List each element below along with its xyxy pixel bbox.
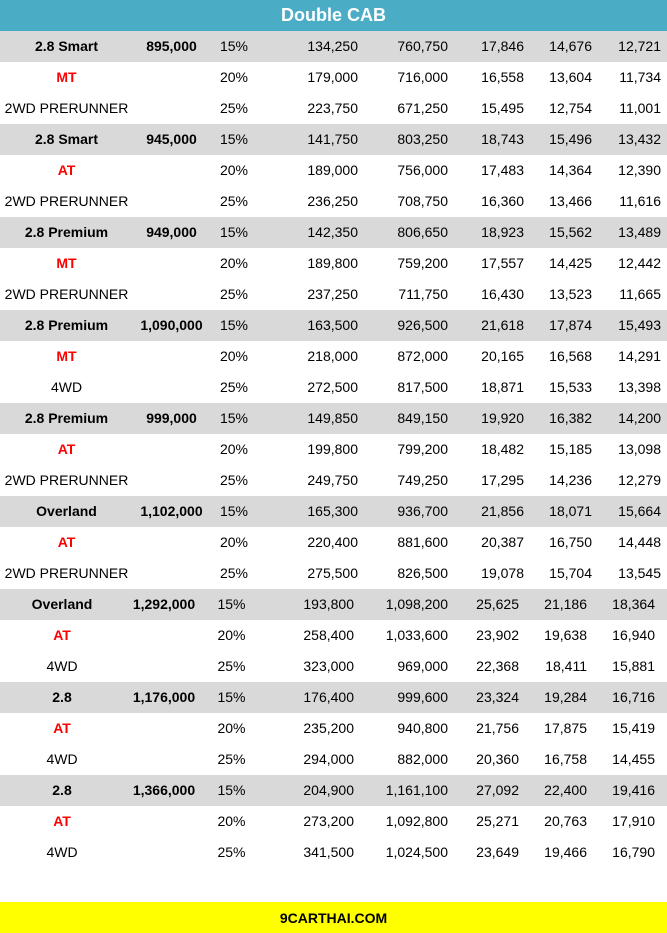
down-payment-amount: 189,800 [307, 255, 358, 271]
table-row [0, 589, 667, 620]
installment-72: 15,419 [612, 720, 655, 736]
transmission-type: AT [53, 813, 71, 829]
down-payment-amount: 141,750 [307, 131, 358, 147]
finance-amount: 759,200 [397, 255, 448, 271]
table-row [0, 155, 667, 186]
down-payment-amount: 204,900 [303, 782, 354, 798]
installment-72: 11,001 [619, 100, 661, 116]
installment-72: 16,716 [612, 689, 655, 705]
installment-72: 12,390 [618, 162, 661, 178]
vehicle-price: 895,000 [146, 38, 197, 54]
installment-48: 19,078 [481, 565, 524, 581]
model-group [0, 682, 667, 775]
finance-amount: 882,000 [397, 751, 448, 767]
drive-type: 4WD [50, 379, 83, 395]
down-payment-amount: 249,750 [307, 472, 358, 488]
installment-48: 22,368 [476, 658, 519, 674]
installment-60: 18,071 [549, 503, 592, 519]
transmission-type: MT [56, 255, 77, 271]
vehicle-price: 945,000 [146, 131, 197, 147]
installment-72: 12,442 [618, 255, 661, 271]
installment-72: 12,279 [618, 472, 661, 488]
down-payment-percent: 20% [219, 441, 249, 457]
installment-72: 15,493 [618, 317, 661, 333]
finance-amount: 1,098,200 [385, 596, 448, 612]
installment-60: 15,496 [549, 131, 592, 147]
drive-type: 2WD PRERUNNER [4, 286, 129, 302]
installment-72: 16,940 [612, 627, 655, 643]
installment-60: 18,411 [545, 658, 587, 674]
down-payment-amount: 193,800 [303, 596, 354, 612]
installment-72: 19,416 [612, 782, 655, 798]
model-name: 2.8 Premium [24, 410, 109, 426]
model-name: 2.8 Smart [34, 131, 99, 147]
down-payment-percent: 25% [219, 379, 249, 395]
installment-48: 18,923 [481, 224, 524, 240]
down-payment-percent: 15% [219, 224, 249, 240]
site-footer: 9CARTHAI.COM [0, 902, 667, 933]
table-row [0, 93, 667, 124]
installment-48: 18,871 [481, 379, 524, 395]
down-payment-amount: 275,500 [307, 565, 358, 581]
down-payment-percent: 15% [219, 503, 249, 519]
installment-48: 27,092 [476, 782, 519, 798]
down-payment-amount: 294,000 [303, 751, 354, 767]
down-payment-amount: 199,800 [307, 441, 358, 457]
installment-48: 18,743 [481, 131, 524, 147]
installment-60: 15,704 [549, 565, 592, 581]
installment-48: 23,902 [476, 627, 519, 643]
installment-72: 16,790 [612, 844, 655, 860]
down-payment-amount: 223,750 [307, 100, 358, 116]
finance-amount: 881,600 [397, 534, 448, 550]
down-payment-percent: 20% [217, 720, 246, 736]
finance-amount: 849,150 [397, 410, 448, 426]
finance-amount: 756,000 [397, 162, 448, 178]
installment-72: 14,455 [612, 751, 655, 767]
down-payment-percent: 15% [217, 596, 246, 612]
installment-48: 21,856 [481, 503, 524, 519]
down-payment-amount: 179,000 [307, 69, 358, 85]
table-row [0, 248, 667, 279]
finance-amount: 1,024,500 [385, 844, 448, 860]
installment-60: 14,364 [549, 162, 592, 178]
installment-48: 16,360 [481, 193, 524, 209]
installment-72: 13,489 [618, 224, 661, 240]
table-row [0, 713, 667, 744]
table-row [0, 217, 667, 248]
installment-72: 17,910 [612, 813, 655, 829]
installment-72: 14,448 [618, 534, 661, 550]
installment-60: 21,186 [544, 596, 587, 612]
down-payment-percent: 15% [219, 38, 249, 54]
finance-amount: 936,700 [397, 503, 448, 519]
down-payment-amount: 341,500 [303, 844, 354, 860]
installment-48: 21,756 [476, 720, 519, 736]
transmission-type: AT [57, 162, 76, 178]
model-group [0, 589, 667, 682]
installment-48: 17,557 [481, 255, 524, 271]
table-row [0, 806, 667, 837]
installment-48: 25,271 [476, 813, 519, 829]
model-group [0, 217, 667, 310]
installment-72: 11,665 [619, 286, 661, 302]
down-payment-amount: 236,250 [307, 193, 358, 209]
drive-type: 2WD PRERUNNER [4, 100, 129, 116]
down-payment-percent: 15% [219, 410, 249, 426]
finance-amount: 926,500 [397, 317, 448, 333]
down-payment-percent: 25% [219, 565, 249, 581]
installment-60: 13,466 [549, 193, 592, 209]
table-row [0, 403, 667, 434]
table-row [0, 310, 667, 341]
price-table [0, 31, 667, 868]
table-row [0, 682, 667, 713]
table-row [0, 279, 667, 310]
installment-48: 21,618 [481, 317, 524, 333]
installment-48: 18,482 [481, 441, 524, 457]
installment-48: 16,558 [481, 69, 524, 85]
model-group [0, 403, 667, 496]
down-payment-amount: 235,200 [303, 720, 354, 736]
table-row [0, 341, 667, 372]
drive-type: 2WD PRERUNNER [4, 472, 129, 488]
model-name: 2.8 Premium [24, 317, 109, 333]
model-name: Overland [36, 503, 97, 519]
installment-60: 14,236 [549, 472, 592, 488]
installment-60: 14,425 [549, 255, 592, 271]
down-payment-percent: 15% [217, 782, 246, 798]
table-row [0, 744, 667, 775]
model-name: Overland [31, 596, 93, 612]
installment-72: 13,545 [618, 565, 661, 581]
vehicle-price: 949,000 [146, 224, 197, 240]
down-payment-amount: 142,350 [307, 224, 358, 240]
installment-72: 18,364 [612, 596, 655, 612]
finance-amount: 999,600 [397, 689, 448, 705]
table-row [0, 62, 667, 93]
installment-60: 20,763 [544, 813, 587, 829]
down-payment-amount: 218,000 [307, 348, 358, 364]
down-payment-percent: 15% [217, 689, 246, 705]
down-payment-amount: 165,300 [307, 503, 358, 519]
drive-type: 2WD PRERUNNER [4, 193, 129, 209]
installment-60: 16,382 [549, 410, 592, 426]
finance-amount: 806,650 [397, 224, 448, 240]
down-payment-amount: 273,200 [303, 813, 354, 829]
transmission-type: AT [53, 627, 71, 643]
transmission-type: AT [53, 720, 71, 736]
vehicle-price: 1,292,000 [132, 596, 196, 612]
installment-48: 17,295 [481, 472, 524, 488]
down-payment-percent: 20% [219, 162, 249, 178]
installment-48: 23,324 [476, 689, 519, 705]
installment-48: 23,649 [476, 844, 519, 860]
finance-amount: 803,250 [397, 131, 448, 147]
model-name: 2.8 Smart [34, 38, 99, 54]
vehicle-price: 1,366,000 [132, 782, 196, 798]
installment-60: 19,638 [544, 627, 587, 643]
model-name: 2.8 [52, 782, 72, 798]
finance-amount: 826,500 [397, 565, 448, 581]
installment-60: 19,466 [544, 844, 587, 860]
table-row [0, 775, 667, 806]
finance-amount: 1,033,600 [385, 627, 448, 643]
transmission-type: AT [57, 534, 76, 550]
installment-48: 25,625 [476, 596, 519, 612]
installment-72: 12,721 [618, 38, 661, 54]
installment-72: 13,432 [618, 131, 661, 147]
down-payment-amount: 258,400 [303, 627, 354, 643]
installment-72: 15,881 [612, 658, 655, 674]
transmission-type: MT [56, 348, 77, 364]
down-payment-amount: 134,250 [307, 38, 358, 54]
table-row [0, 372, 667, 403]
installment-48: 15,495 [481, 100, 524, 116]
table-row [0, 651, 667, 682]
installment-48: 16,430 [481, 286, 524, 302]
installment-72: 14,291 [618, 348, 661, 364]
installment-60: 19,284 [544, 689, 587, 705]
down-payment-percent: 25% [217, 751, 246, 767]
finance-amount: 708,750 [397, 193, 448, 209]
model-group [0, 496, 667, 589]
down-payment-amount: 149,850 [307, 410, 358, 426]
installment-60: 15,562 [549, 224, 592, 240]
finance-amount: 872,000 [397, 348, 448, 364]
down-payment-amount: 189,000 [307, 162, 358, 178]
installment-72: 13,098 [618, 441, 661, 457]
down-payment-percent: 25% [217, 844, 246, 860]
down-payment-percent: 25% [219, 472, 249, 488]
down-payment-percent: 20% [219, 534, 249, 550]
table-row [0, 434, 667, 465]
down-payment-percent: 15% [219, 317, 249, 333]
model-group [0, 310, 667, 403]
model-name: 2.8 [52, 689, 72, 705]
installment-72: 11,616 [619, 193, 661, 209]
down-payment-percent: 15% [219, 131, 249, 147]
down-payment-amount: 237,250 [307, 286, 358, 302]
installment-72: 11,734 [619, 69, 661, 85]
down-payment-percent: 20% [219, 348, 249, 364]
installment-60: 16,750 [549, 534, 592, 550]
installment-60: 14,676 [549, 38, 592, 54]
down-payment-amount: 163,500 [307, 317, 358, 333]
installment-60: 16,758 [544, 751, 587, 767]
finance-amount: 940,800 [397, 720, 448, 736]
installment-60: 13,523 [549, 286, 592, 302]
down-payment-percent: 20% [217, 627, 246, 643]
down-payment-percent: 20% [219, 255, 249, 271]
down-payment-percent: 25% [219, 286, 249, 302]
down-payment-percent: 25% [217, 658, 246, 674]
down-payment-percent: 20% [219, 69, 249, 85]
table-row [0, 465, 667, 496]
drive-type: 4WD [46, 751, 78, 767]
down-payment-amount: 220,400 [307, 534, 358, 550]
installment-72: 13,398 [618, 379, 661, 395]
table-row [0, 558, 667, 589]
down-payment-amount: 323,000 [303, 658, 354, 674]
table-row [0, 496, 667, 527]
installment-60: 13,604 [549, 69, 592, 85]
installment-60: 15,185 [549, 441, 592, 457]
installment-48: 20,165 [481, 348, 524, 364]
finance-amount: 1,161,100 [385, 782, 448, 798]
table-row [0, 124, 667, 155]
vehicle-price: 1,176,000 [132, 689, 196, 705]
down-payment-percent: 25% [219, 100, 249, 116]
installment-60: 17,874 [549, 317, 592, 333]
installment-60: 12,754 [549, 100, 592, 116]
model-group [0, 31, 667, 124]
installment-72: 14,200 [618, 410, 661, 426]
installment-72: 15,664 [618, 503, 661, 519]
table-title: Double CAB [0, 0, 667, 31]
drive-type: 2WD PRERUNNER [4, 565, 129, 581]
finance-amount: 711,750 [398, 286, 448, 302]
finance-amount: 799,200 [397, 441, 448, 457]
finance-amount: 817,500 [397, 379, 448, 395]
model-group [0, 124, 667, 217]
finance-amount: 760,750 [397, 38, 448, 54]
table-row [0, 186, 667, 217]
transmission-type: AT [57, 441, 76, 457]
table-row [0, 31, 667, 62]
installment-60: 17,875 [544, 720, 587, 736]
installment-60: 15,533 [549, 379, 592, 395]
installment-48: 17,483 [481, 162, 524, 178]
finance-amount: 671,250 [397, 100, 448, 116]
model-name: 2.8 Premium [24, 224, 109, 240]
table-row [0, 620, 667, 651]
installment-48: 20,387 [481, 534, 524, 550]
installment-60: 16,568 [549, 348, 592, 364]
installment-48: 20,360 [476, 751, 519, 767]
down-payment-amount: 272,500 [307, 379, 358, 395]
down-payment-percent: 20% [217, 813, 246, 829]
installment-48: 17,846 [481, 38, 524, 54]
finance-amount: 749,250 [397, 472, 448, 488]
down-payment-percent: 25% [219, 193, 249, 209]
finance-amount: 969,000 [397, 658, 448, 674]
model-group [0, 775, 667, 868]
vehicle-price: 1,090,000 [140, 317, 203, 333]
transmission-type: MT [56, 69, 77, 85]
installment-60: 22,400 [544, 782, 587, 798]
vehicle-price: 999,000 [146, 410, 197, 426]
finance-amount: 1,092,800 [385, 813, 448, 829]
down-payment-amount: 176,400 [303, 689, 354, 705]
drive-type: 4WD [46, 844, 78, 860]
table-row [0, 527, 667, 558]
installment-48: 19,920 [481, 410, 524, 426]
vehicle-price: 1,102,000 [140, 503, 203, 519]
table-row [0, 837, 667, 868]
finance-amount: 716,000 [397, 69, 448, 85]
drive-type: 4WD [46, 658, 78, 674]
